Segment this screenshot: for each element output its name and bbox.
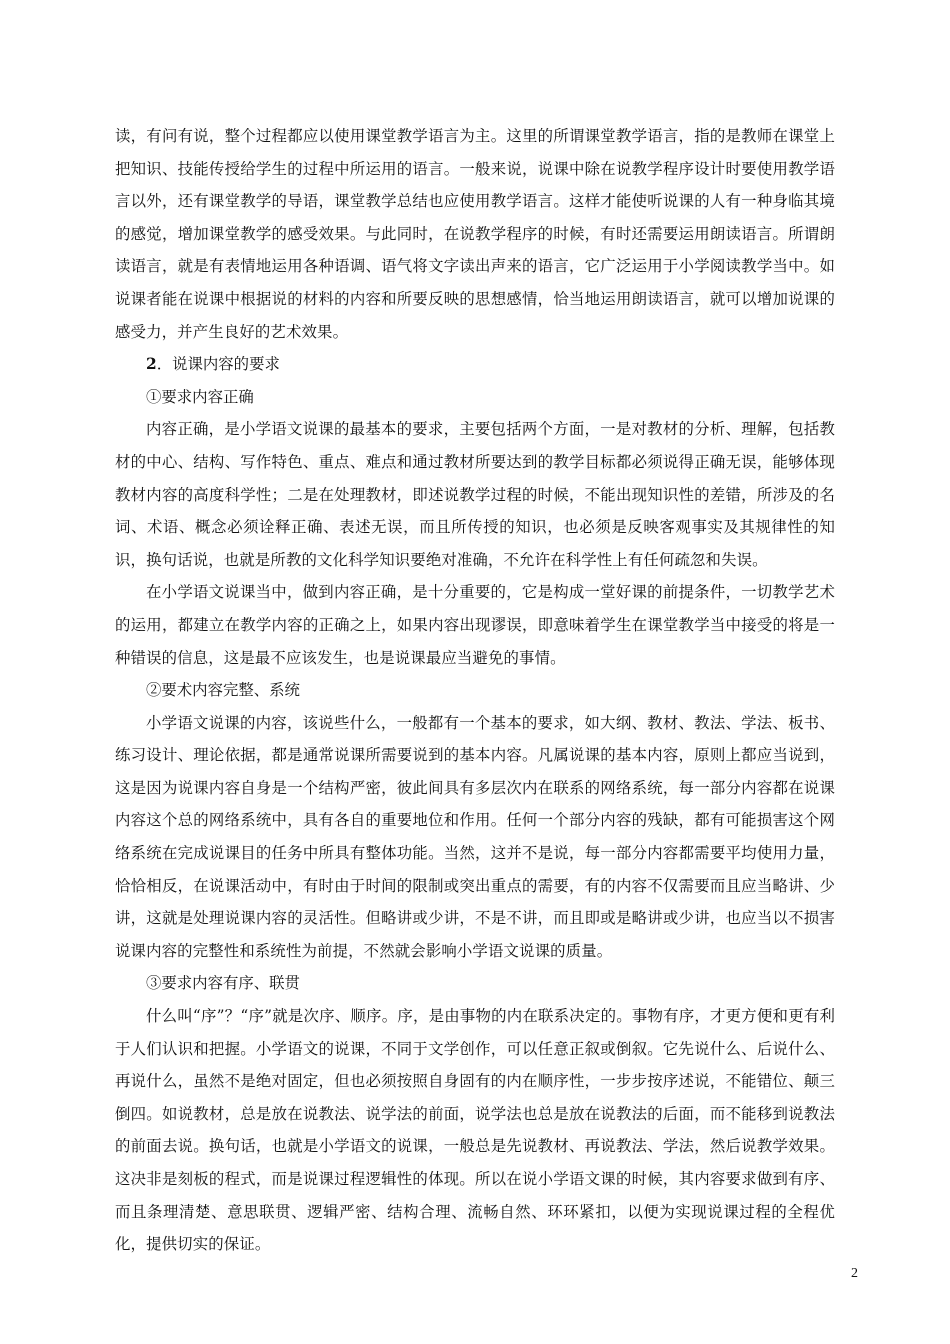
paragraph: 在小学语文说课当中，做到内容正确，是十分重要的，它是构成一堂好课的前提条件，一切教学艺术的运用，都建立在教学内容的正确之上，如果内容出现谬误，即意味着学生在课堂教学当中接受的将是一种错误的信息，这是最不应该发生，也是说课最应当避免的事情。 (115, 583, 835, 667)
section-heading (115, 348, 835, 381)
section-heading-text: ．说课内容的要求 (156, 355, 280, 374)
section-number: 2 (146, 355, 157, 374)
page-number: 2 (851, 1266, 858, 1281)
paragraph: 内容正确，是小学语文说课的最基本的要求，主要包括两个方面，一是对教材的分析、理解，包括教材的中心、结构、写作特色、重点、难点和通过教材所要达到的教学目标都必须说得正确无误，能够体现教材内容的高度科学性；二是在处理教材，即述说教学过程的时候，不能出现知识性的差错，所涉及的名词、术语、概念必须诠释正确、表述无误，而且所传授的知识，也必须是反映客观事实及其规律性的知识，换句话说，也就是所教的文化科学知识要绝对准确，不允许在科学性上有任何疏忽和失误。 (115, 420, 835, 569)
subheading: ②要术内容完整、系统 (146, 681, 300, 700)
subheading: ③要求内容有序、联贯 (146, 974, 300, 993)
paragraph: 小学语文说课的内容，该说些什么，一般都有一个基本的要求，如大纲、教材、教法、学法、板书、练习设计、理论依据，都是通常说课所需要说到的基本内容。凡属说课的基本内容，原则上都应当说到，这是因为说课内容自身是一个结构严密，彼此间具有多层次内在联系的网络系统，每一部分内容都在说课内容这个总的网络系统中，具有各自的重要地位和作用。任何一个部分内容的残缺，都有可能损害这个网络系统在完成说课目的任务中所具有整体功能。当然，这并不是说，每一部分内容都需要平均使用力量，恰恰相反，在说课活动中，有时由于时间的限制或突出重点的需要，有的内容不仅需要而且应当略讲、少讲，这就是处理说课内容的灵活性。但略讲或少讲，不是不讲，而且即或是略讲或少讲，也应当以不损害说课内容的完整性和系统性为前提，不然就会影响小学语文说课的质量。 (115, 713, 835, 960)
paragraph: 什么叫“序”？“序”就是次序、顺序。序，是由事物的内在联系决定的。事物有序，才更方便和更有利于人们认识和把握。小学语文的说课，不同于文学创作，可以任意正叙或倒叙。它先说什么、后说什么、再说什么，虽然不是绝对固定，但也必须按照自身固有的内在顺序性，一步步按序述说，不能错位、颠三倒四。如说教材，总是放在说教法、说学法的前面，说学法也总是放在说教法的后面，而不能移到说教法的前面去说。换句话，也就是小学语文的说课，一般总是先说教材、再说教法、学法，然后说教学效果。这决非是刻板的程式，而是说课过程逻辑性的体现。所以在说小学语文课的时候，其内容要求做到有序、而且条理清楚、意思联贯、逻辑严密、结构合理、流畅自然、环环紧扣，以便为实现说课过程的全程优化，提供切实的保证。 (115, 1007, 835, 1254)
paragraph: 读，有问有说，整个过程都应以使用课堂教学语言为主。这里的所谓课堂教学语言，指的是教师在课堂上把知识、技能传授给学生的过程中所运用的语言。一般来说，说课中除在说教学程序设计时要使用教学语言以外，还有课堂教学的导语，课堂教学总结也应使用教学语言。这样才能使听说课的人有一种身临其境的感觉，增加课堂教学的感受效果。与此同时，在说教学程序的时候，有时还需要运用朗读语言。所谓朗读语言，就是有表情地运用各种语调、语气将文字读出声来的语言，它广泛运用于小学阅读教学当中。如说课者能在说课中根据说的材料的内容和所要反映的思想感情，恰当地运用朗读语言，就可以增加说课的感受力，并产生良好的艺术效果。 (115, 127, 835, 341)
page-body (115, 120, 835, 1261)
subheading: ①要求内容正确 (146, 387, 254, 406)
